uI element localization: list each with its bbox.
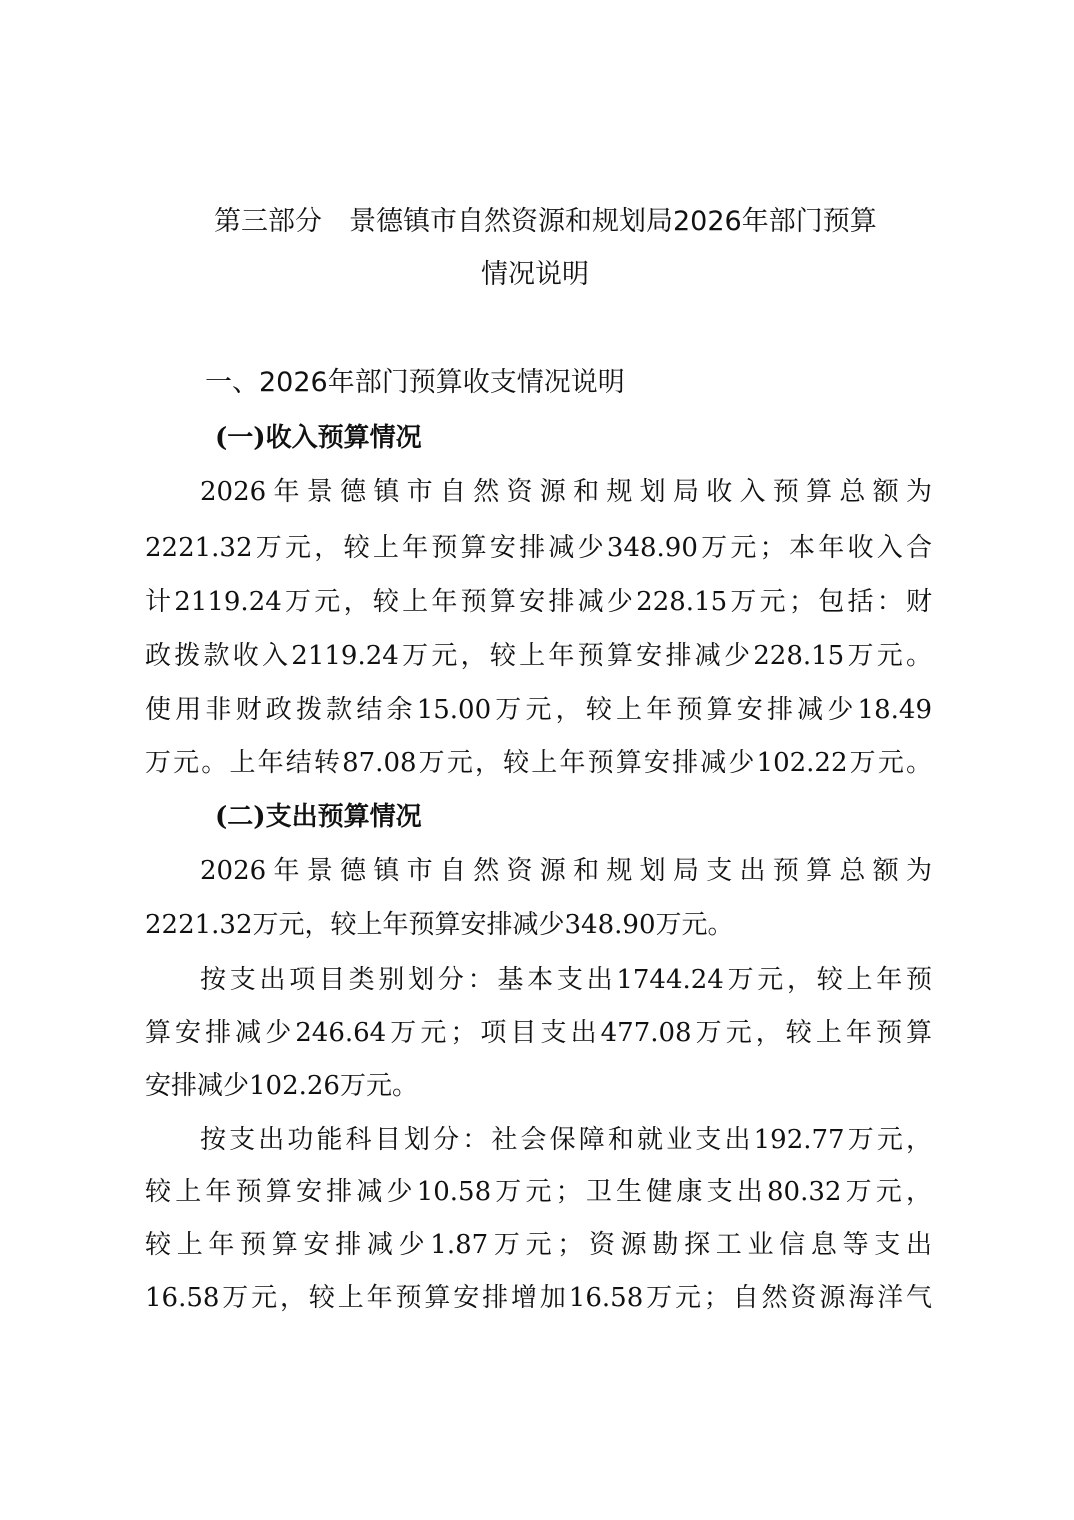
paragraph-line: 2026年景德镇市自然资源和规划局支出预算总额为 <box>200 856 932 886</box>
paragraph-line: 按支出功能科目划分：社会保障和就业支出192.77万元， <box>200 1125 932 1155</box>
paragraph-line: 使用非财政拨款结余15.00万元，较上年预算安排减少18.49 <box>145 695 932 725</box>
subsection-heading-income: (一)收入预算情况 <box>215 423 422 453</box>
subsection-heading-expenditure: (二)支出预算情况 <box>215 802 422 832</box>
paragraph-line: 较上年预算安排减少1.87万元；资源勘探工业信息等支出 <box>145 1230 932 1260</box>
paragraph-line: 计2119.24万元，较上年预算安排减少228.15万元；包括：财 <box>145 587 932 617</box>
paragraph-line: 算安排减少246.64万元；项目支出477.08万元，较上年预算 <box>145 1018 932 1048</box>
paragraph-line: 较上年预算安排减少10.58万元；卫生健康支出80.32万元， <box>145 1177 932 1207</box>
paragraph-line: 2221.32万元，较上年预算安排减少348.90万元。 <box>145 910 734 940</box>
paragraph-line: 政拨款收入2119.24万元，较上年预算安排减少228.15万元。 <box>145 641 932 671</box>
paragraph-line: 2026年景德镇市自然资源和规划局收入预算总额为 <box>200 477 932 507</box>
section-heading: 一、2026年部门预算收支情况说明 <box>205 367 625 398</box>
paragraph-line: 万元。上年结转87.08万元，较上年预算安排减少102.22万元。 <box>145 748 932 778</box>
document-title-line2: 情况说明 <box>481 259 589 290</box>
paragraph-line: 2221.32万元，较上年预算安排减少348.90万元；本年收入合 <box>145 533 932 563</box>
paragraph-line: 安排减少102.26万元。 <box>145 1071 418 1101</box>
paragraph-line: 16.58万元，较上年预算安排增加16.58万元；自然资源海洋气 <box>145 1283 932 1313</box>
paragraph-line: 按支出项目类别划分：基本支出1744.24万元，较上年预 <box>200 965 932 995</box>
document-title-line1: 第三部分 景德镇市自然资源和规划局2026年部门预算 <box>214 206 877 237</box>
